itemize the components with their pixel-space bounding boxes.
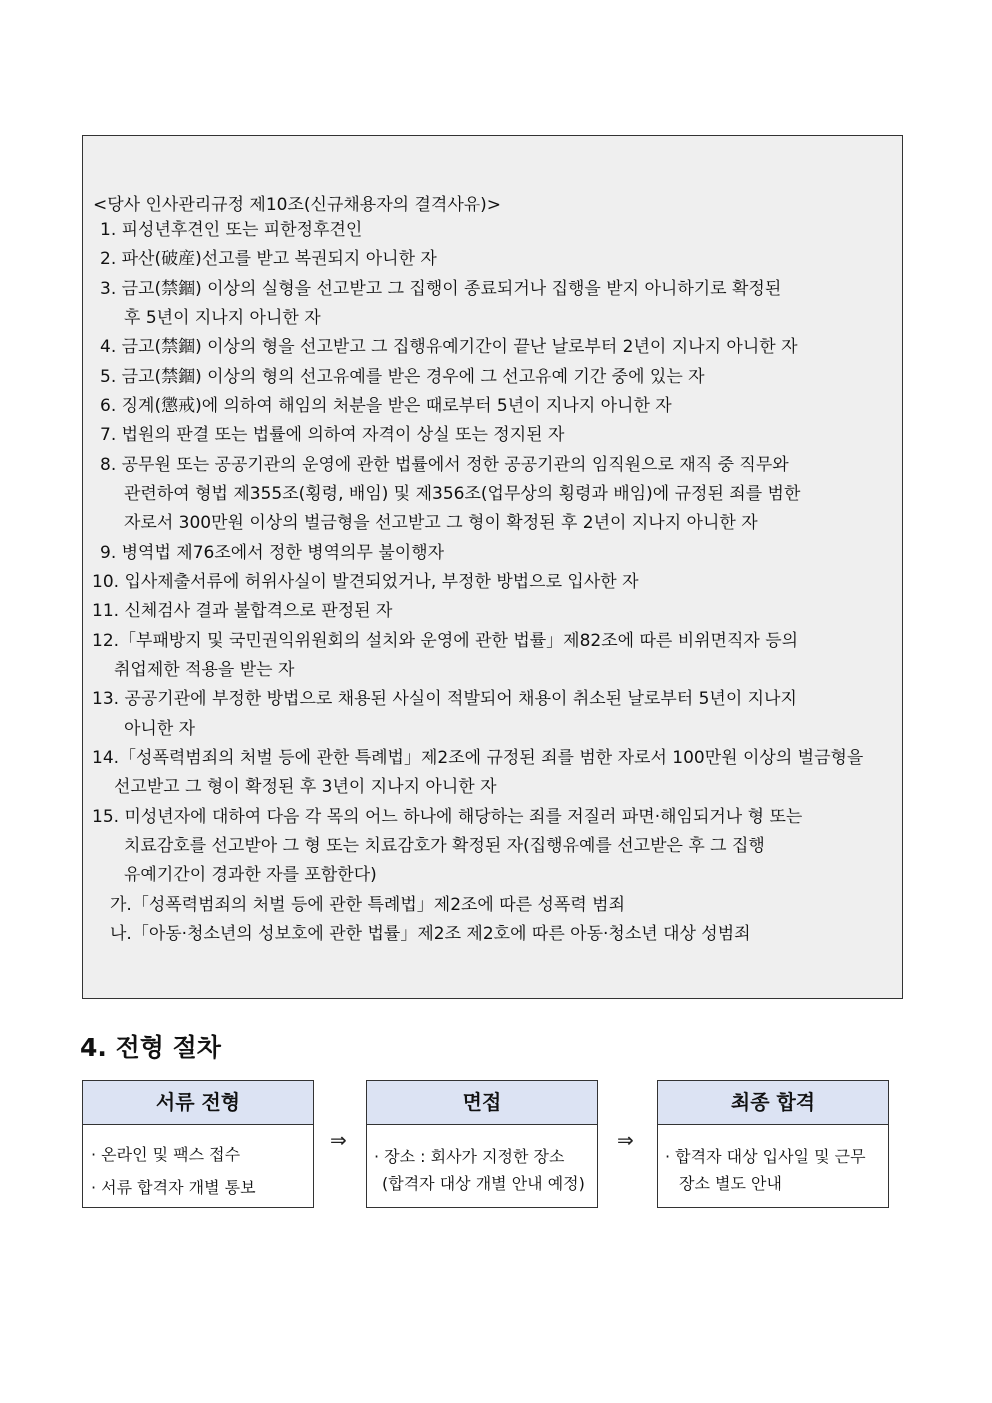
regulation-line: 3. 금고(禁錮) 이상의 실형을 선고받고 그 집행이 종료되거나 집행을 받지 아니하기로 확정된 — [100, 279, 782, 299]
step-detail: (합격자 대상 개별 안내 예정) — [382, 1174, 585, 1193]
step-interview — [366, 1080, 598, 1208]
step-detail: · 합격자 대상 입사일 및 근무 — [665, 1147, 866, 1166]
step-detail: · 서류 합격자 개별 통보 — [91, 1178, 256, 1197]
regulation-line: 자로서 300만원 이상의 벌금형을 선고받고 그 형이 확정된 후 2년이 지나지 아니한 자 — [124, 513, 758, 533]
regulation-line: 13. 공공기관에 부정한 방법으로 채용된 사실이 적발되어 채용이 취소된 날로부터 5년이 지나지 — [92, 689, 797, 709]
step-title: 서류 전형 — [83, 1081, 313, 1125]
regulation-box — [82, 135, 903, 999]
step-detail: · 온라인 및 팩스 접수 — [91, 1145, 241, 1164]
regulation-line: 5. 금고(禁錮) 이상의 형의 선고유예를 받은 경우에 그 선고유예 기간 중에 있는 자 — [100, 367, 705, 387]
regulation-line: 10. 입사제출서류에 허위사실이 발견되었거나, 부정한 방법으로 입사한 자 — [92, 572, 639, 592]
step-document-screening — [82, 1080, 314, 1208]
regulation-line: 6. 징계(懲戒)에 의하여 해임의 처분을 받은 때로부터 5년이 지나지 아니한 자 — [100, 396, 672, 416]
step-detail: · 장소 : 회사가 지정한 장소 — [374, 1147, 565, 1166]
regulation-line: 2. 파산(破産)선고를 받고 복권되지 아니한 자 — [100, 249, 437, 269]
regulation-line: 후 5년이 지나지 아니한 자 — [124, 308, 321, 328]
step-title: 최종 합격 — [658, 1081, 888, 1125]
regulation-line: 1. 피성년후견인 또는 피한정후견인 — [100, 220, 363, 240]
regulation-line: 14.「성폭력범죄의 처벌 등에 관한 특례법」제2조에 규정된 죄를 범한 자로서 100만원 이상의 벌금형을 — [92, 748, 864, 768]
regulation-line: 12.「부패방지 및 국민권익위원회의 설치와 운영에 관한 법률」제82조에 따른 비위면직자 등의 — [92, 631, 799, 651]
regulation-line: 15. 미성년자에 대하여 다음 각 목의 어느 하나에 해당하는 죄를 저질러 파면·해임되거나 형 또는 — [92, 807, 803, 827]
regulation-title: <당사 인사관리규정 제10조(신규채용자의 결격사유)> — [93, 195, 502, 215]
regulation-line: 7. 법원의 판결 또는 법률에 의하여 자격이 상실 또는 정지된 자 — [100, 425, 565, 445]
arrow-icon: ⇒ — [617, 1128, 634, 1152]
section-title: 4. 전형 절차 — [80, 1033, 221, 1062]
regulation-line: 취업제한 적용을 받는 자 — [114, 660, 295, 680]
arrow-icon: ⇒ — [330, 1128, 347, 1152]
regulation-line: 나.「아동·청소년의 성보호에 관한 법률」제2조 제2호에 따른 아동·청소년 대상 성범죄 — [110, 924, 751, 944]
regulation-line: 선고받고 그 형이 확정된 후 3년이 지나지 아니한 자 — [114, 777, 497, 797]
regulation-line: 유예기간이 경과한 자를 포함한다) — [124, 865, 377, 885]
regulation-line: 관련하여 형법 제355조(횡령, 배임) 및 제356조(업무상의 횡령과 배임)에 규정된 죄를 범한 — [124, 484, 801, 504]
regulation-line: 치료감호를 선고받아 그 형 또는 치료감호가 확정된 자(집행유예를 선고받은 후 그 집행 — [124, 836, 765, 856]
regulation-line: 8. 공무원 또는 공공기관의 운영에 관한 법률에서 정한 공공기관의 임직원으로 재직 중 직무와 — [100, 455, 789, 475]
regulation-line: 11. 신체검사 결과 불합격으로 판정된 자 — [92, 601, 393, 621]
regulation-line: 9. 병역법 제76조에서 정한 병역의무 불이행자 — [100, 543, 445, 563]
regulation-line: 아니한 자 — [124, 719, 196, 739]
step-final-pass — [657, 1080, 889, 1208]
step-detail: 장소 별도 안내 — [679, 1174, 782, 1193]
regulation-line: 가.「성폭력범죄의 처벌 등에 관한 특례법」제2조에 따른 성폭력 범죄 — [110, 895, 626, 915]
regulation-line: 4. 금고(禁錮) 이상의 형을 선고받고 그 집행유예기간이 끝난 날로부터 2년이 지나지 아니한 자 — [100, 337, 798, 357]
step-title: 면접 — [367, 1081, 597, 1125]
